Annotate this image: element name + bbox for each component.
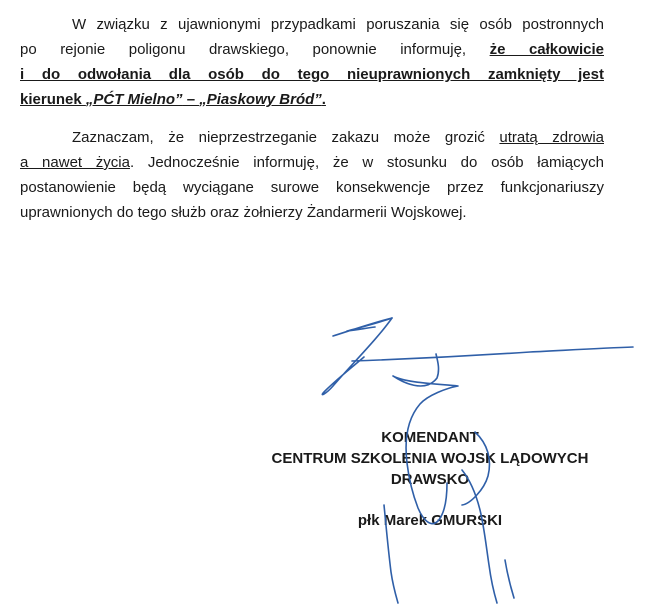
place-name: „Piaskowy Bród” [199, 91, 322, 108]
text-run: po rejonie poligonu drawskiego, ponownie informuję, [20, 41, 490, 58]
text-run: uprawnionych do tego służb oraz żołnierzy Żandarmerii Wojskowej. [20, 204, 467, 221]
underlined-text: a nawet życia [20, 154, 130, 171]
text-run: Zaznaczam, że nieprzestrzeganie zakazu może grozić [72, 129, 500, 146]
text-run: W związku z ujawnionymi przypadkami poruszania się osób postronnych [72, 16, 604, 33]
signature-stroke-side [505, 560, 514, 598]
paragraph-warning-line-4 [20, 200, 604, 225]
paragraph-warning-line-1 [20, 125, 604, 150]
paragraph-notice-line-3 [20, 62, 604, 87]
paragraph-notice-line-1 [20, 12, 604, 37]
signatory-title: KOMENDANT [381, 429, 479, 446]
place-name: „PĆT Mielno” [85, 91, 183, 108]
signature-stroke-top [333, 318, 392, 336]
text-run: – [182, 91, 200, 108]
signatory-location: DRAWSKO [390, 471, 470, 488]
signature-spacer [250, 490, 610, 510]
paragraph-notice-line-2 [20, 37, 604, 62]
text-run: postanowienie będą wyciągane surowe konsekwencje przez funkcjonariuszy [20, 179, 604, 196]
emphasis-text: i do odwołania dla osób do tego nieuprawnionych zamknięty jest [20, 66, 604, 83]
text-run: . Jednocześnie informuję, że w stosunku do osób łamiących [129, 154, 604, 171]
text-run: kierunek [20, 91, 86, 108]
paragraph-warning [20, 125, 604, 225]
underlined-text: utratą zdrowia [499, 129, 604, 146]
paragraph-notice [20, 12, 604, 112]
paragraph-notice-line-4 [20, 87, 604, 112]
signature-block [250, 427, 610, 531]
signatory-unit: CENTRUM SZKOLENIA WOJSK LĄDOWYCH [271, 450, 589, 467]
signature-stroke-diagonal [322, 318, 392, 395]
emphasis-text: że całkowicie [489, 41, 604, 58]
text-run: . [321, 91, 326, 108]
signatory-name: płk Marek GMURSKI [357, 512, 503, 529]
signature-stroke-underline [352, 347, 633, 361]
paragraph-warning-line-3 [20, 175, 604, 200]
paragraph-warning-line-2 [20, 150, 604, 175]
